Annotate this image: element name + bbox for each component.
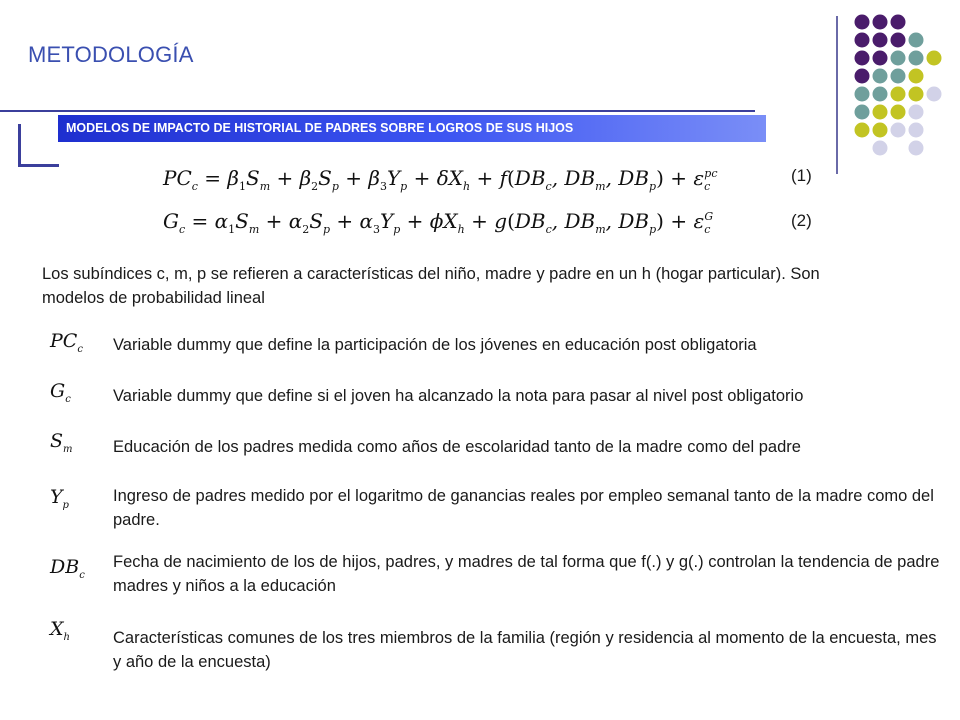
section-banner: MODELOS DE IMPACTO DE HISTORIAL DE PADRES SOBRE LOGROS DE SUS HIJOS [58,115,766,142]
variable-desc-s: Educación de los padres medida como años de escolaridad tanto de la madre como del padre [113,438,801,456]
dot-row-5 [855,87,942,102]
vertical-divider [836,16,838,174]
variable-symbol-g: $G_c$ [50,380,71,405]
variable-symbol-x: $X_h$ [50,618,70,643]
dot-row-3 [855,51,942,66]
equation-1-number: (1) [791,166,812,185]
header-rule [0,110,755,112]
dot-row-6 [855,105,924,120]
dot-row-1 [855,15,906,30]
variable-symbol-pc: $PC_c$ [50,330,83,355]
variable-symbol-s: $S_m$ [50,430,73,455]
dot-row-4 [855,69,924,84]
variable-desc-g: Variable dummy que define si el joven ha alcanzado la nota para pasar al nivel post obligatorio [113,387,804,405]
equation-2-number: (2) [791,211,812,230]
dot-row-2 [855,33,924,48]
variable-desc-db: Fecha de nacimiento de los de hijos, padres, y madres de tal forma que f(.) y g(.) controlan la tendencia de padre madres y niños a la educación [113,553,940,595]
variable-desc-x: Características comunes de los tres miembros de la familia (región y residencia al momento de la encuesta, mes y año de la encuesta) [113,629,937,671]
intro-paragraph: Los subíndices c, m, p se refieren a características del niño, madre y padre en un h (hogar particular). Son modelos de probabilidad lineal [42,265,820,307]
variable-desc-pc: Variable dummy que define la participación de los jóvenes en educación post obligatoria [113,336,757,354]
variable-symbol-db: $DB_c$ [50,556,85,581]
variable-desc-y: Ingreso de padres medido por el logaritmo de ganancias reales por empleo semanal tanto de la madre como del padre. [113,487,934,529]
banner-bracket [18,124,59,167]
dot-row-7 [855,123,924,138]
dot-row-8 [873,141,924,156]
slide-title: METODOLOGÍA [28,42,194,67]
equation-2: $G_c = \alpha_1S_m + \alpha_2S_p + \alpha_3Y_p + \phi X_h + g(DB_c$, $DB_m$, $DB_p) + \varepsilon_c^G$ [163,209,714,236]
equation-1: $PC_c = \beta_1S_m + \beta_2S_p + \beta_3Y_p + \delta X_h + f(DB_c$, $DB_m$, $DB_p) + \varepsilon_c^{pc}$ [163,166,718,193]
variable-symbol-y: $Y_p$ [50,486,69,511]
